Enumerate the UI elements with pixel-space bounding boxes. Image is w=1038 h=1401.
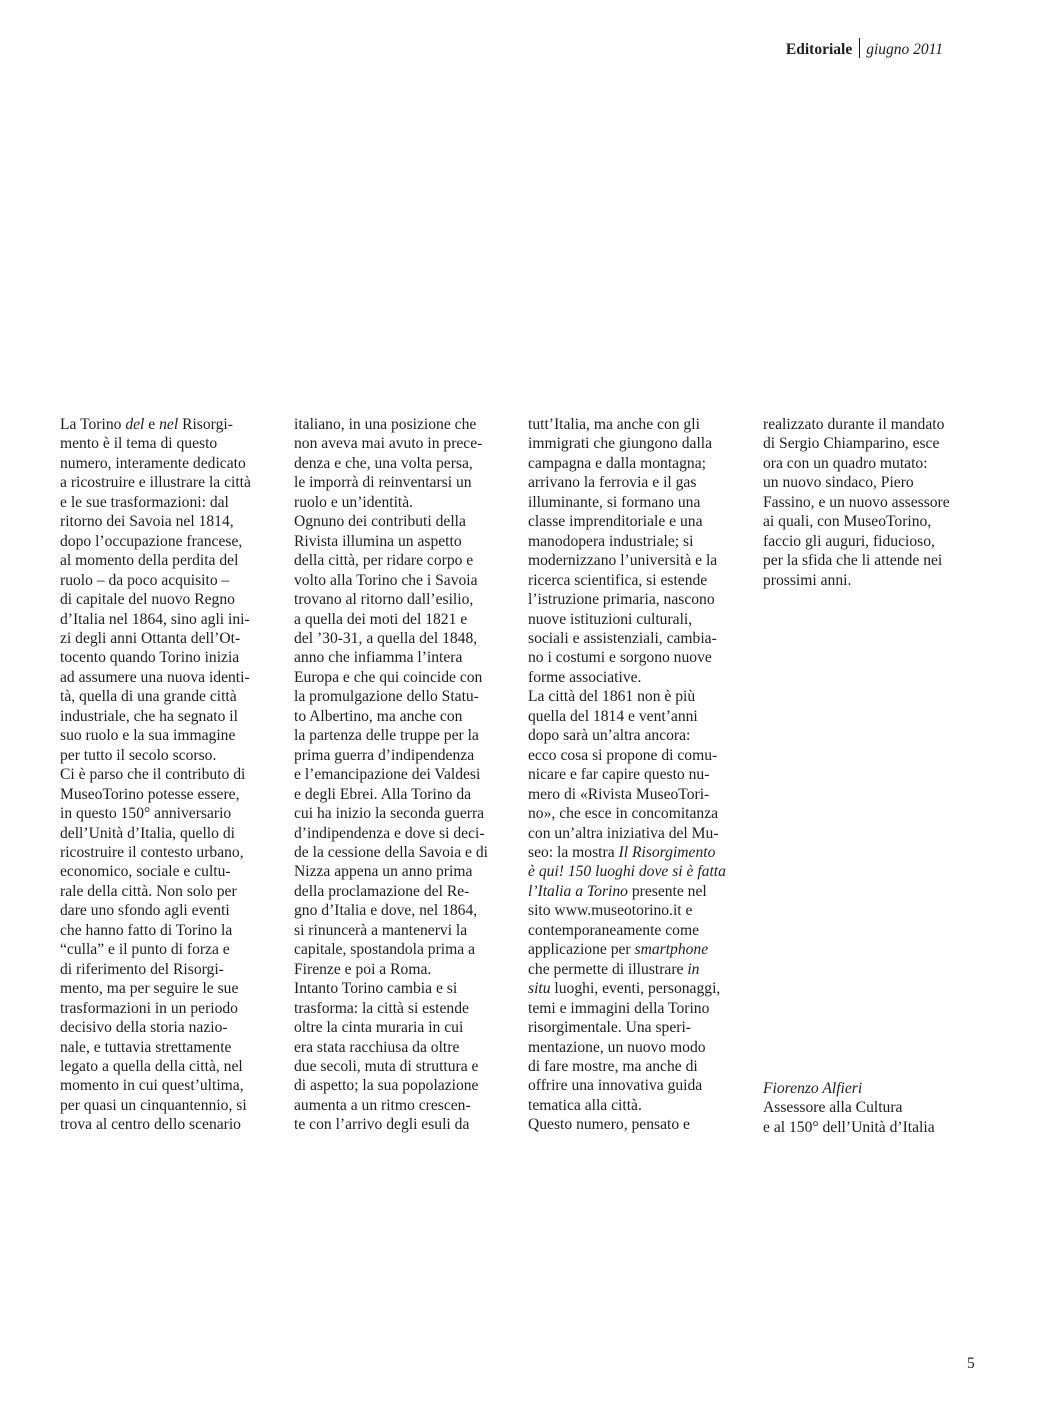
text-line: della città, per ridare corpo e (294, 552, 474, 570)
text-line: oltre la cinta muraria in cui (294, 1019, 464, 1037)
text-line: immigrati che giungono dalla (528, 435, 713, 453)
text-line: a quella dei moti del 1821 e (294, 610, 468, 628)
text-line: italiano, in una posizione che (294, 416, 477, 433)
page-header (786, 38, 943, 60)
text-line: volto alla Torino che i Savoia (294, 571, 478, 589)
text-line: trasformazioni in un periodo (60, 999, 238, 1017)
text-line: di riferimento del Risorgi- (60, 960, 224, 978)
text-line: dopo sarà un’altra ancora: (528, 727, 691, 745)
page-number: 5 (967, 1355, 975, 1372)
text-line: l’Italia a Torino presente nel (528, 882, 707, 900)
text-line: di Sergio Chiamparino, esce (763, 435, 940, 453)
text-line: tà, quella di una grande città (60, 688, 237, 706)
text-line: nuove istituzioni culturali, (528, 610, 693, 628)
text-line: ricerca scientifica, si estende (528, 571, 708, 589)
text-line: La città del 1861 non è più (528, 688, 696, 706)
text-line: per la sfida che li attende nei (763, 552, 943, 570)
text-line: d’Italia nel 1864, sino agli ini- (60, 610, 250, 628)
text-line: applicazione per smartphone (528, 941, 709, 959)
text-line: Europa e che qui coincide con (294, 668, 483, 686)
author-role: Assessore alla Cultura (763, 1099, 903, 1117)
text-line: mero di «Rivista MuseoTori- (528, 785, 710, 803)
text-line: cui ha inizio la seconda guerra (294, 805, 485, 823)
text-line: faccio gli auguri, fiducioso, (763, 532, 935, 550)
text-line: situ luoghi, eventi, personaggi, (528, 980, 721, 998)
text-line: si rinuncerà a mantenervi la (294, 921, 468, 939)
text-line: Ognuno dei contributi della (294, 513, 466, 531)
text-line: ruolo e un’identità. (294, 493, 414, 511)
text-line: due secoli, muta di struttura e (294, 1057, 479, 1075)
text-line: ecco cosa si propone di comu- (528, 746, 718, 764)
text-line: ritorno dei Savoia nel 1814, (60, 513, 234, 531)
text-line: no i costumi e sorgono nuove (528, 649, 712, 667)
text-line: de la cessione della Savoia e di (294, 843, 488, 861)
text-line: la promulgazione dello Statu- (294, 688, 479, 706)
text-line: mento è il tema di questo (60, 435, 218, 453)
text-line: classe imprenditoriale e una (528, 513, 703, 531)
text-line: capitale, spostandola prima a (294, 941, 475, 959)
text-line: la partenza delle truppe per la (294, 727, 479, 745)
text-line: manodopera industriale; si (528, 532, 694, 550)
author-role-detail: e al 150° dell’Unità d’Italia (763, 1118, 935, 1136)
text-line: le imporrà di reinventarsi un (294, 474, 472, 492)
text-line: Nizza appena un anno prima (294, 863, 473, 881)
text-line: seo: la mostra Il Risorgimento (528, 843, 716, 861)
text-line: d’indipendenza e dove si deci- (294, 824, 485, 842)
text-column-2 (294, 415, 510, 1135)
text-line: era stata racchiusa da oltre (294, 1038, 460, 1056)
text-line: tematica alla città. (528, 1096, 642, 1114)
text-line: momento in cui quest’ultima, (60, 1077, 244, 1095)
text-line: mentazione, un nuovo modo (528, 1038, 706, 1056)
text-line: ad assumere una nuova identi- (60, 668, 250, 686)
text-line: ricostruire il contesto urbano, (60, 843, 244, 861)
text-line: per quasi un cinquantennio, si (60, 1096, 247, 1114)
text-line: economico, sociale e cultu- (60, 863, 231, 881)
text-line: di aspetto; la sua popolazione (294, 1077, 479, 1095)
text-line: Questo numero, pensato e (528, 1116, 690, 1134)
text-line: è qui! 150 luoghi dove si è fatta (528, 863, 726, 881)
text-line: e degli Ebrei. Alla Torino da (294, 785, 472, 803)
text-line: con un’altra iniziativa del Mu- (528, 824, 719, 842)
text-line: mento, ma per seguire le sue (60, 980, 239, 998)
text-line: to Albertino, ma anche con (294, 707, 463, 725)
text-line: contemporaneamente come (528, 921, 700, 939)
text-line: nale, e tuttavia strettamente (60, 1038, 232, 1056)
text-line: trova al centro dello scenario (60, 1116, 241, 1134)
text-line: e le sue trasformazioni: dal (60, 493, 229, 511)
text-line: legato a quella della città, nel (60, 1057, 243, 1075)
text-line: suo ruolo e la sua immagine (60, 727, 236, 745)
text-line: trovano al ritorno dall’esilio, (294, 591, 474, 609)
text-line: trasforma: la città si estende (294, 999, 469, 1017)
text-line: a ricostruire e illustrare la città (60, 474, 251, 492)
text-line: Fassino, e un nuovo assessore (763, 493, 950, 511)
text-line: modernizzano l’università e la (528, 552, 718, 570)
section-title: Editoriale (785, 41, 853, 58)
text-line: MuseoTorino potesse essere, (60, 785, 240, 803)
text-line: campagna e dalla montagna; (528, 454, 706, 472)
text-line: in questo 150° anniversario (60, 805, 232, 823)
text-line: dell’Unità d’Italia, quello di (60, 824, 235, 842)
text-line: l’istruzione primaria, nascono (528, 591, 715, 609)
text-line: risorgimentale. Una speri- (528, 1019, 691, 1037)
text-line: non aveva mai avuto in prece- (294, 435, 483, 453)
text-line: realizzato durante il mandato (763, 416, 945, 433)
signature-block (763, 1079, 935, 1137)
text-line: ora con un quadro mutato: (763, 454, 928, 472)
text-line: nicare e far capire questo nu- (528, 766, 710, 784)
text-line: Rivista illumina un aspetto (294, 532, 462, 550)
text-line: zi degli anni Ottanta dell’Ot- (60, 629, 241, 647)
text-line: no», che esce in concomitanza (528, 805, 719, 823)
text-line: di capitale del nuovo Regno (60, 591, 235, 609)
text-line: denza e che, una volta persa, (294, 454, 473, 472)
text-line: anno che infiamma l’intera (294, 649, 463, 667)
text-column-1 (60, 415, 276, 1135)
text-line: dare uno sfondo agli eventi (60, 902, 230, 920)
text-line: illuminante, si formano una (528, 493, 701, 511)
text-line: di fare mostre, ma anche di (528, 1057, 698, 1075)
text-line: che hanno fatto di Torino la (60, 921, 233, 939)
text-line: sito www.museotorino.it e (528, 902, 693, 920)
text-line: e l’emancipazione dei Valdesi (294, 766, 481, 784)
text-line: un nuovo sindaco, Piero (763, 474, 914, 492)
text-line: numero, interamente dedicato (60, 454, 246, 472)
text-line: temi e immagini della Torino (528, 999, 710, 1017)
text-line: te con l’arrivo degli esuli da (294, 1116, 470, 1134)
text-line: che permette di illustrare in (528, 960, 700, 978)
header-divider (859, 38, 860, 58)
text-line: tutt’Italia, ma anche con gli (528, 416, 700, 433)
text-line: prossimi anni. (763, 571, 852, 589)
text-line: “culla” e il punto di forza e (60, 941, 230, 959)
text-line: ruolo – da poco acquisito – (60, 571, 230, 589)
text-line: rale della città. Non solo per (60, 882, 237, 900)
text-line: dopo l’occupazione francese, (60, 532, 243, 550)
author-name: Fiorenzo Alfieri (763, 1080, 863, 1097)
text-column-3 (528, 415, 744, 1135)
text-line: per tutto il secolo scorso. (60, 746, 217, 764)
text-line: forme associative. (528, 668, 642, 686)
text-line: quella del 1814 e vent’anni (528, 707, 698, 725)
text-line: Intanto Torino cambia e si (294, 980, 458, 998)
text-line: Ci è parso che il contributo di (60, 766, 246, 784)
text-column-4 (763, 415, 993, 590)
text-line: al momento della perdita del (60, 552, 239, 570)
text-line: arrivano la ferrovia e il gas (528, 474, 697, 492)
text-line: La Torino del e nel Risorgi- (60, 416, 233, 433)
text-line: aumenta a un ritmo crescen- (294, 1096, 471, 1114)
text-line: ai quali, con MuseoTorino, (763, 513, 932, 531)
text-line: tocento quando Torino inizia (60, 649, 240, 667)
text-line: offrire una innovativa guida (528, 1077, 703, 1095)
text-line: Firenze e poi a Roma. (294, 960, 432, 978)
text-line: della proclamazione del Re- (294, 882, 470, 900)
text-line: prima guerra d’indipendenza (294, 746, 475, 764)
text-line: industriale, che ha segnato il (60, 707, 238, 725)
text-line: gno d’Italia e dove, nel 1864, (294, 902, 478, 920)
text-line: sociali e assistenziali, cambia- (528, 629, 717, 647)
text-line: decisivo della storia nazio- (60, 1019, 228, 1037)
text-line: del ’30-31, a quella del 1848, (294, 629, 478, 647)
issue-date: giugno 2011 (866, 41, 943, 58)
